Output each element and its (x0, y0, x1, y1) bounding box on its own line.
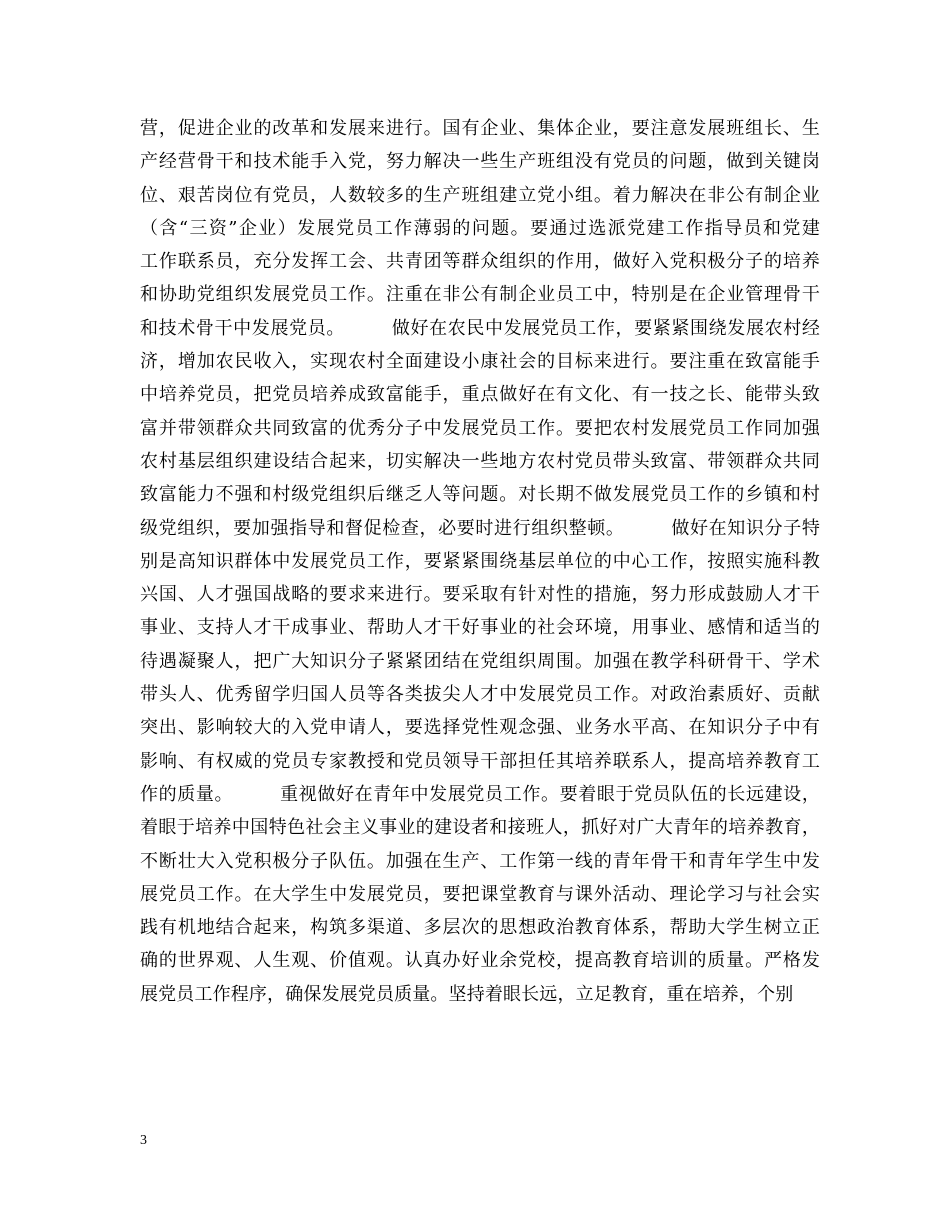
text-line: 践有机地结合起来，构筑多渠道、多层次的思想政治教育体系，帮助大学生树立正 (140, 917, 820, 939)
text-line: 突出、影响较大的入党申请人，要选择党性观念强、业务水平高、在知识分子中有 (140, 717, 820, 739)
text-line: 待遇凝聚人，把广大知识分子紧紧团结在党组织周围。加强在教学科研骨干、学术 (140, 650, 820, 672)
text-line: 展党员工作程序，确保发展党员质量。坚持着眼长远，立足教育，重在培养，个别 (140, 983, 794, 1005)
text-line: 富并带领群众共同致富的优秀分子中发展党员工作。要把农村发展党员工作同加强 (140, 417, 820, 439)
text-line: 和技术骨干中发展党员。 做好在农民中发展党员工作，要紧紧围绕发展农村经 (140, 317, 820, 339)
text-line: 济，增加农民收入，实现农村全面建设小康社会的目标来进行。要注重在致富能手 (140, 351, 820, 373)
text-line: 农村基层组织建设结合起来，切实解决一些地方农村党员带头致富、带领群众共同 (140, 450, 820, 472)
text-line: 带头人、优秀留学归国人员等各类拔尖人才中发展党员工作。对政治素质好、贡献 (140, 684, 820, 706)
text-line: 营，促进企业的改革和发展来进行。国有企业、集体企业，要注意发展班组长、生 (140, 118, 820, 139)
text-line: 工作联系员，充分发挥工会、共青团等群众组织的作用，做好入党积极分子的培养 (140, 251, 820, 273)
text-line: 级党组织，要加强指导和督促检查，必要时进行组织整顿。 做好在知识分子特 (140, 517, 820, 539)
text-line: 位、艰苦岗位有党员，人数较多的生产班组建立党小组。着力解决在非公有制企业 (140, 184, 820, 206)
text-line: （含“三资”企业）发展党员工作薄弱的问题。要通过选派党建工作指导员和党建 (140, 217, 820, 239)
text-line: 着眼于培养中国特色社会主义事业的建设者和接班人，抓好对广大青年的培养教育， (140, 817, 820, 839)
text-line: 作的质量。 重视做好在青年中发展党员工作。要着眼于党员队伍的长远建设， (140, 783, 820, 805)
page-number: 3 (140, 1133, 147, 1148)
text-line: 兴国、人才强国战略的要求来进行。要采取有针对性的措施，努力形成鼓励人才干 (140, 584, 820, 606)
text-line: 确的世界观、人生观、价值观。认真办好业余党校，提高教育培训的质量。严格发 (140, 950, 820, 972)
text-line: 影响、有权威的党员专家教授和党员领导干部担任其培养联系人，提高培养教育工 (140, 750, 820, 772)
text-line: 产经营骨干和技术能手入党，努力解决一些生产班组没有党员的问题，做到关键岗 (140, 151, 820, 173)
text-line: 中培养党员，把党员培养成致富能手，重点做好在有文化、有一技之长、能带头致 (140, 384, 820, 406)
body-text (140, 112, 820, 1011)
text-line: 不断壮大入党积极分子队伍。加强在生产、工作第一线的青年骨干和青年学生中发 (140, 850, 820, 872)
text-line: 致富能力不强和村级党组织后继乏人等问题。对长期不做发展党员工作的乡镇和村 (140, 484, 820, 506)
text-line: 事业、支持人才干成事业、帮助人才干好事业的社会环境，用事业、感情和适当的 (140, 617, 820, 639)
text-line: 展党员工作。在大学生中发展党员，要把课堂教育与课外活动、理论学习与社会实 (140, 883, 820, 905)
text-line: 别是高知识群体中发展党员工作，要紧紧围绕基层单位的中心工作，按照实施科教 (140, 550, 820, 572)
text-line: 和协助党组织发展党员工作。注重在非公有制企业员工中，特别是在企业管理骨干 (140, 284, 820, 306)
